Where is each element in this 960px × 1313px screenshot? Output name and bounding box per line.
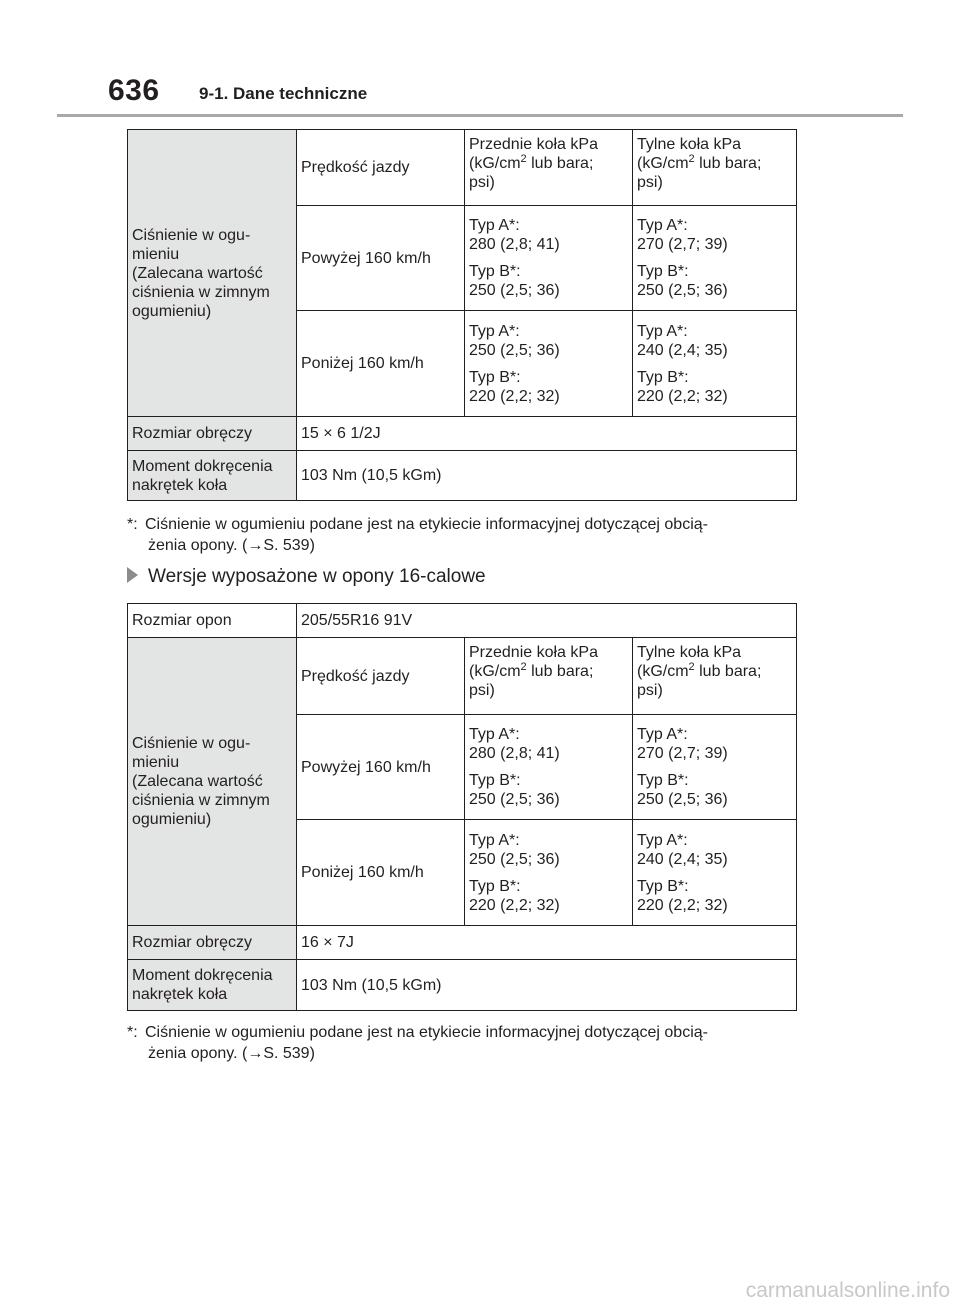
rear-wheels-header: Tylne koła kPa ($kG/cm^2$ lub bara; psi)	[633, 638, 797, 715]
footnote-line-2: żenia opony. (→S. 539)	[148, 1045, 315, 1062]
tire-size-row	[128, 604, 797, 638]
page-header	[0, 0, 960, 120]
rim-size-label: Rozmiar obręczy	[128, 926, 297, 960]
header-rule	[57, 114, 903, 117]
speed-header: Prędkość jazdy	[297, 130, 465, 206]
page-number: 636	[108, 74, 160, 107]
footnote-mark: *:	[127, 1024, 138, 1041]
footnote-line-2: żenia opony. (→S. 539)	[148, 537, 315, 554]
rim-size-row	[128, 417, 797, 451]
front-pressure-cell: Typ A*: 280 (2,8; 41) Typ B*: 250 (2,5; 36)	[465, 206, 633, 311]
torque-label: Moment dokręcenia nakrętek koła	[128, 451, 297, 501]
speed-header: Prędkość jazdy	[297, 638, 465, 715]
front-pressure-cell: Typ A*: 250 (2,5; 36) Typ B*: 220 (2,2; 32)	[465, 311, 633, 417]
section-title: 9-1. Dane techniczne	[199, 84, 368, 103]
subsection-heading	[127, 565, 486, 589]
watermark: carmanualsonline.info	[745, 1279, 950, 1302]
torque-label: Moment dokręcenia nakrętek koła	[128, 960, 297, 1011]
rear-pressure-cell: Typ A*: 240 (2,4; 35) Typ B*: 220 (2,2; 32)	[633, 311, 797, 417]
footnote-mark: *:	[127, 516, 138, 533]
front-pressure-cell: Typ A*: 280 (2,8; 41) Typ B*: 250 (2,5; 36)	[465, 715, 633, 820]
spec-table-16-inch	[127, 603, 797, 1011]
footnote-line-1: Ciśnienie w ogumieniu podane jest na etykiecie informacyjnej dotyczącej obcią-	[145, 516, 708, 533]
footnote-line-1: Ciśnienie w ogumieniu podane jest na etykiecie informacyjnej dotyczącej obcią-	[145, 1024, 708, 1041]
rim-size-row	[128, 926, 797, 960]
spec-table-15-inch	[127, 129, 797, 501]
rear-wheels-header: Tylne koła kPa ($kG/cm^2$ lub bara; psi)	[633, 130, 797, 206]
triangle-right-icon	[127, 567, 138, 583]
rear-pressure-cell: Typ A*: 270 (2,7; 39) Typ B*: 250 (2,5; 36)	[633, 206, 797, 311]
torque-value: 103 Nm (10,5 kGm)	[297, 451, 797, 501]
speed-cell: Powyżej 160 km/h	[297, 715, 465, 820]
front-pressure-cell: Typ A*: 250 (2,5; 36) Typ B*: 220 (2,2; 32)	[465, 820, 633, 926]
rim-size-value: 16 × 7J	[297, 926, 797, 960]
pressure-label-cell: Ciśnienie w ogu- mieniu (Zalecana wartość ciśnienia w zimnym ogumieniu)	[128, 638, 297, 926]
speed-cell: Poniżej 160 km/h	[297, 311, 465, 417]
tire-size-value: 205/55R16 91V	[297, 604, 797, 638]
torque-row	[128, 960, 797, 1011]
rear-pressure-cell: Typ A*: 270 (2,7; 39) Typ B*: 250 (2,5; 36)	[633, 715, 797, 820]
rim-size-label: Rozmiar obręczy	[128, 417, 297, 451]
front-wheels-header: Przednie koła kPa ($kG/cm^2$ lub bara; psi)	[465, 638, 633, 715]
footnote-2	[127, 1022, 807, 1064]
pressure-label-cell: Ciśnienie w ogu- mieniu (Zalecana wartość ciśnienia w zimnym ogumieniu)	[128, 130, 297, 417]
speed-cell: Powyżej 160 km/h	[297, 206, 465, 311]
torque-row	[128, 451, 797, 501]
torque-value: 103 Nm (10,5 kGm)	[297, 960, 797, 1011]
footnote-1	[127, 514, 807, 556]
rear-pressure-cell: Typ A*: 240 (2,4; 35) Typ B*: 220 (2,2; 32)	[633, 820, 797, 926]
subsection-title: Wersje wyposażone w opony 16-calowe	[148, 566, 486, 587]
tire-size-label: Rozmiar opon	[128, 604, 297, 638]
rim-size-value: 15 × 6 1/2J	[297, 417, 797, 451]
front-wheels-header: Przednie koła kPa ($kG/cm^2$ lub bara; psi)	[465, 130, 633, 206]
speed-cell: Poniżej 160 km/h	[297, 820, 465, 926]
